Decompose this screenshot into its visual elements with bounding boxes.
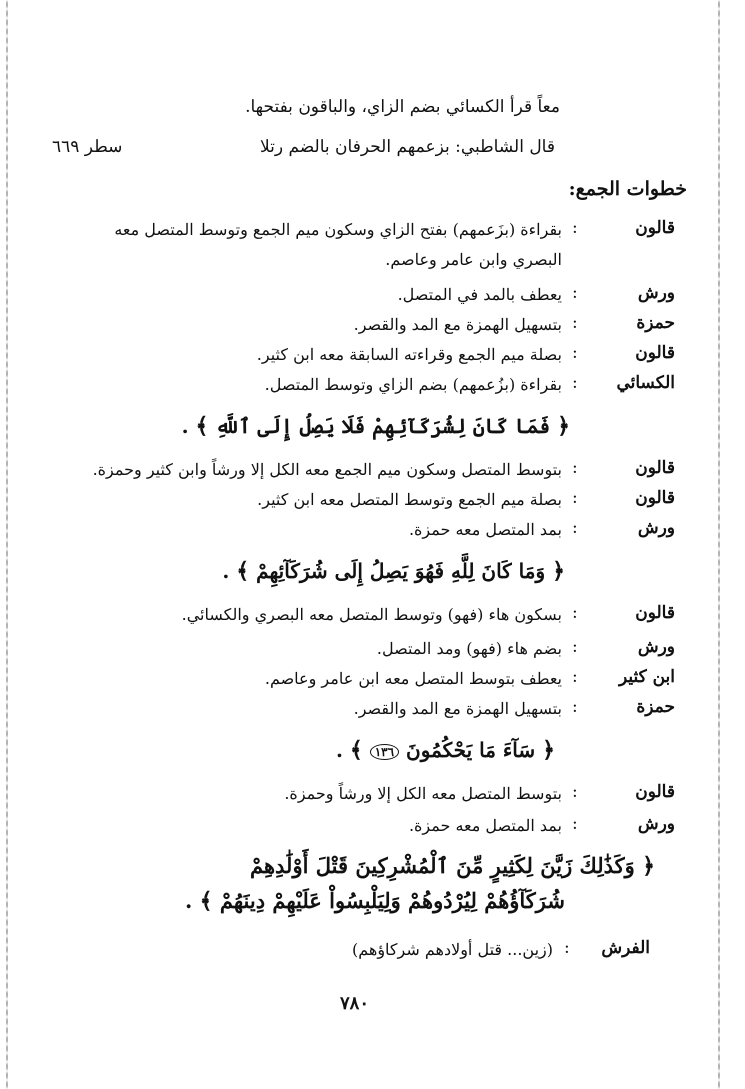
verse-bracket-close: ﴾ bbox=[195, 413, 209, 439]
reading-text: بتوسط المتصل معه الكل إلا ورشاً وحمزة. bbox=[284, 784, 562, 803]
verse-period: . bbox=[181, 414, 189, 438]
right-margin-dots bbox=[718, 0, 720, 1089]
reader-label: قالون bbox=[635, 458, 675, 478]
reading-text: يعطف بتوسط المتصل معه ابن عامر وعاصم. bbox=[264, 669, 562, 688]
colon: : bbox=[572, 637, 578, 657]
colon: : bbox=[572, 313, 578, 333]
colon: : bbox=[572, 667, 578, 687]
verse-bracket-close: ﴾ bbox=[236, 558, 250, 584]
colon: : bbox=[572, 488, 578, 508]
colon: : bbox=[572, 782, 578, 802]
verse-bracket-close: ﴾ bbox=[349, 737, 363, 763]
reader-label: قالون bbox=[635, 343, 675, 363]
left-margin-dots bbox=[6, 0, 8, 1089]
verse-bracket-open: ﴿ bbox=[557, 413, 570, 439]
reading-text: بضم هاء (فهو) ومد المتصل. bbox=[376, 639, 562, 658]
reader-label: الكسائي bbox=[616, 373, 675, 393]
colon: : bbox=[572, 603, 578, 623]
verse-bracket-open: ﴿ bbox=[552, 558, 565, 584]
reader-label: قالون bbox=[635, 218, 675, 238]
colon: : bbox=[572, 697, 578, 717]
reading-text: بقراءة (بزَعمهم) بفتح الزاي وسكون ميم الجمع وتوسط المتصل معه bbox=[114, 220, 562, 239]
verse-text: وَكَذَٰلِكَ زَيَّنَ لِكَثِيرٍ مِّنَ ٱلْمُشْرِكِينَ قَتْلَ أَوْلَٰدِهِمْ bbox=[249, 853, 635, 878]
reading-text: بقراءة (بزُعمهم) بضم الزاي وتوسط المتصل. bbox=[264, 375, 562, 394]
reading-text: بصلة ميم الجمع وتوسط المتصل معه ابن كثير. bbox=[257, 490, 562, 509]
verse-text: فَمَا كَانَ لِشُرَكَآئِهِمْ فَلَا يَصِلُ إِلَى ٱللَّهِ bbox=[215, 414, 551, 438]
colon: : bbox=[572, 518, 578, 538]
colon: : bbox=[572, 343, 578, 363]
colon: : bbox=[572, 814, 578, 834]
shatibi-line: قال الشاطبي: بزعمهم الحرفان بالضم رتلا bbox=[260, 137, 555, 157]
reading-text: بمد المتصل معه حمزة. bbox=[408, 520, 562, 539]
reader-label: قالون bbox=[635, 782, 675, 802]
verse-text: شُرَكَآؤُهُمْ لِيُرْدُوهُمْ وَلِيَلْبِسُواْ عَلَيْهِمْ دِينَهُمْ bbox=[219, 888, 565, 913]
reader-label: قالون bbox=[635, 603, 675, 623]
reading-text: يعطف بالمد في المتصل. bbox=[397, 285, 562, 304]
reading-text: بتسهيل الهمزة مع المد والقصر. bbox=[353, 699, 562, 718]
verse-bracket-open: ﴿ bbox=[542, 737, 555, 763]
verse-period: . bbox=[335, 738, 343, 762]
reader-label: ورش bbox=[637, 283, 675, 303]
colon: : bbox=[572, 458, 578, 478]
reader-label: ورش bbox=[637, 518, 675, 538]
farsh-label: الفرش bbox=[601, 938, 650, 958]
verse-text: وَمَا كَانَ لِلَّهِ فَهُوَ يَصِلُ إِلَى شُرَكَآئِهِمْ bbox=[256, 559, 546, 583]
reader-label: ورش bbox=[637, 637, 675, 657]
reader-label: ورش bbox=[637, 814, 675, 834]
reader-label: ابن كثير bbox=[618, 667, 675, 687]
verse-period: . bbox=[222, 559, 230, 583]
line-reference: سطر ٦٦٩ bbox=[52, 137, 123, 157]
page-number: ٧٨٠ bbox=[340, 993, 370, 1014]
intro-line: معاً قرأ الكسائي بضم الزاي، والباقون بفتحها. bbox=[245, 97, 560, 117]
colon: : bbox=[564, 938, 570, 958]
quran-verse bbox=[336, 737, 555, 763]
colon: : bbox=[572, 218, 578, 238]
reading-text: بسكون هاء (فهو) وتوسط المتصل معه البصري والكسائي. bbox=[181, 605, 562, 624]
reader-label: حمزة bbox=[636, 697, 675, 717]
reading-text-continued: البصري وابن عامر وعاصم. bbox=[385, 250, 562, 269]
farsh-text: (زين... قتل أولادهم شركاؤهم) bbox=[352, 940, 553, 959]
reading-text: بتوسط المتصل وسكون ميم الجمع معه الكل إلا ورشاً وابن كثير وحمزة. bbox=[92, 460, 562, 479]
colon: : bbox=[572, 283, 578, 303]
quran-verse bbox=[222, 558, 565, 584]
verse-text: سَآءَ مَا يَحْكُمُونَ bbox=[406, 738, 536, 762]
verse-number-marker: ١٣٦ bbox=[370, 744, 399, 760]
colon: : bbox=[572, 373, 578, 393]
reading-text: بصلة ميم الجمع وقراءته السابقة معه ابن كثير. bbox=[256, 345, 562, 364]
verse-period: . bbox=[185, 888, 193, 913]
reading-text: بتسهيل الهمزة مع المد والقصر. bbox=[353, 315, 562, 334]
reading-text: بمد المتصل معه حمزة. bbox=[408, 816, 562, 835]
verse-bracket-open: ﴿ bbox=[642, 853, 655, 879]
reader-label: حمزة bbox=[636, 313, 675, 333]
quran-verse-line-2 bbox=[185, 888, 565, 914]
quran-verse-line-1 bbox=[250, 853, 655, 879]
section-heading: خطوات الجمع: bbox=[568, 178, 687, 200]
reader-label: قالون bbox=[635, 488, 675, 508]
quran-verse bbox=[182, 413, 570, 439]
verse-bracket-close: ﴾ bbox=[199, 888, 213, 914]
